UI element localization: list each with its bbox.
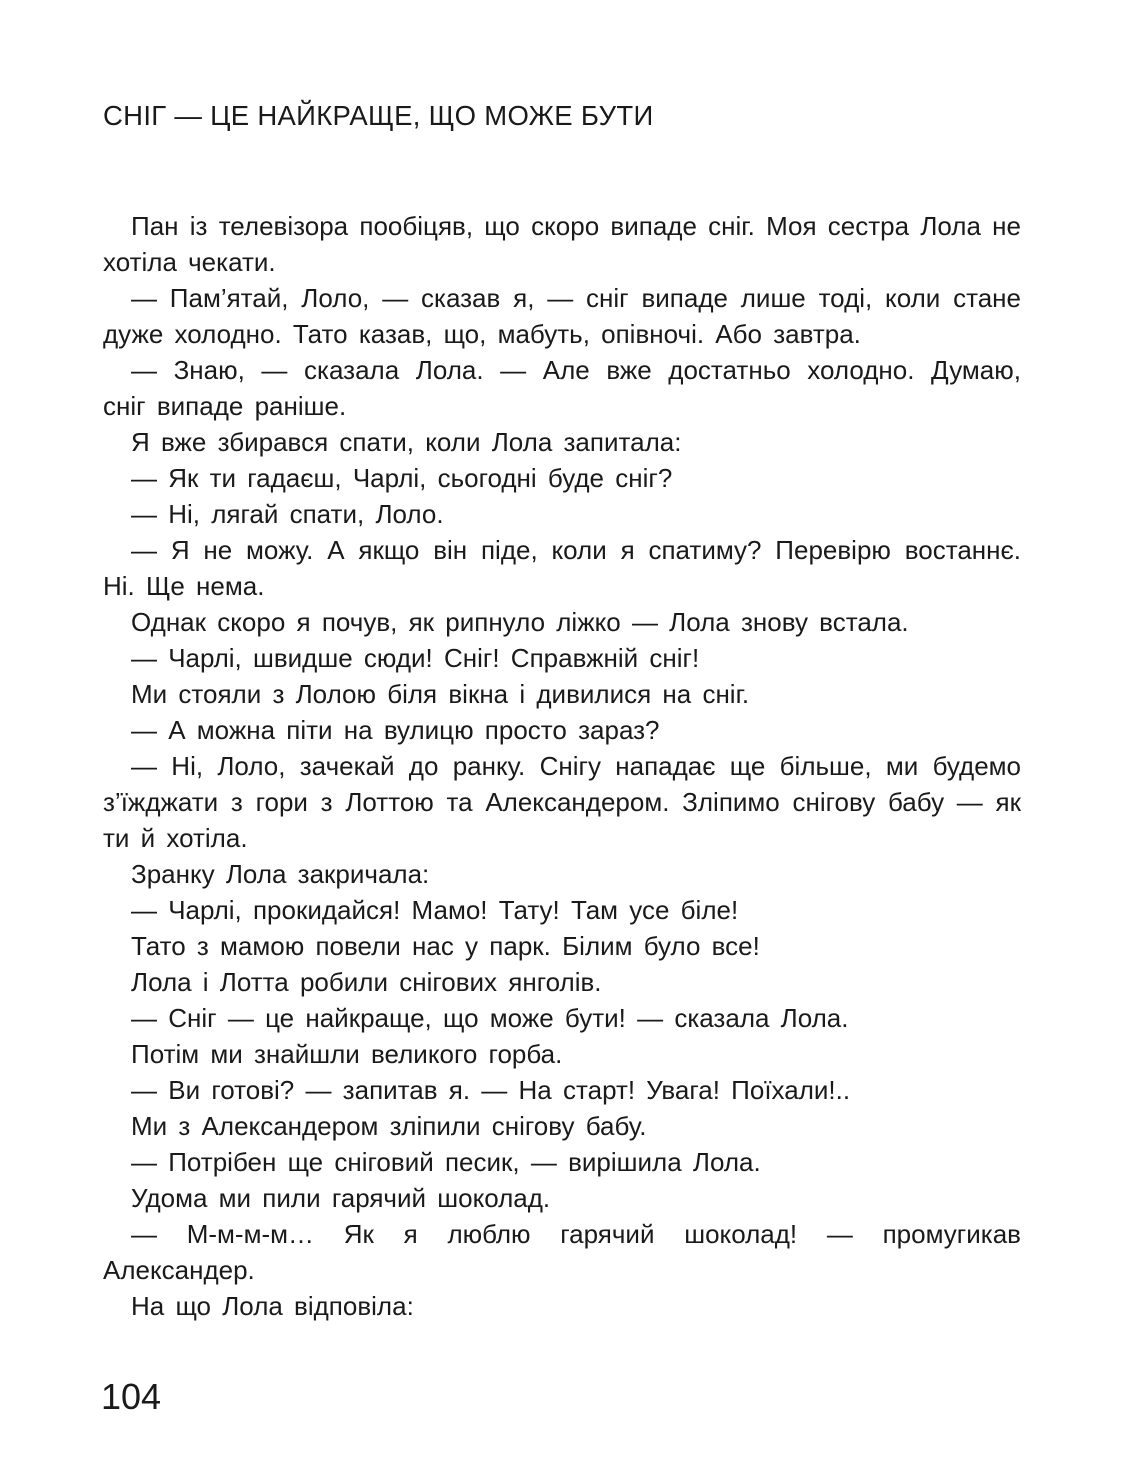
story-paragraph: — Я не можу. А якщо він піде, коли я спатиму? Перевірю востаннє. Ні. Ще нема.	[103, 535, 1021, 601]
story-paragraph: Пан із телевізора пообіцяв, що скоро випаде сніг. Моя сестра Лола не хотіла чекати.	[103, 211, 1021, 277]
story-paragraph: Однак скоро я почув, як рипнуло ліжко — Лола знову встала.	[131, 607, 909, 637]
story-paragraph: — Потрібен ще сніговий песик, — вирішила Лола.	[131, 1147, 761, 1177]
story-paragraph: — Ні, Лоло, зачекай до ранку. Снігу нападає ще більше, ми будемо з’їжджати з гори з Лоттою та Александером. Зліпимо снігову бабу — як ти й хотіла.	[103, 751, 1021, 853]
page-title: СНІГ — ЦЕ НАЙКРАЩЕ, ЩО МОЖЕ БУТИ	[103, 100, 654, 131]
story-paragraph: — А можна піти на вулицю просто зараз?	[131, 715, 660, 745]
story-paragraph: Удома ми пили гарячий шоколад.	[131, 1183, 551, 1213]
story-paragraph: — М-м-м-м… Як я люблю гарячий шоколад! — промугикав Александер.	[103, 1219, 1021, 1285]
story-paragraph: Лола і Лотта робили снігових янголів.	[131, 967, 602, 997]
story-paragraph: Потім ми знайшли великого горба.	[131, 1039, 563, 1069]
story-paragraph: Ми з Александером зліпили снігову бабу.	[131, 1111, 647, 1141]
story-paragraph: Ми стояли з Лолою біля вікна і дивилися на сніг.	[131, 679, 750, 709]
story-paragraph: Я вже збирався спати, коли Лола запитала:	[131, 427, 682, 457]
story-paragraph: Тато з мамою повели нас у парк. Білим було все!	[131, 931, 760, 961]
page-number: 104	[101, 1376, 162, 1417]
story-paragraph: — Чарлі, прокидайся! Мамо! Тату! Там усе біле!	[131, 895, 739, 925]
story-paragraph: — Ні, лягай спати, Лоло.	[131, 499, 444, 529]
story-paragraph: На що Лола відповіла:	[131, 1291, 414, 1321]
story-paragraph: — Знаю, — сказала Лола. — Але вже достатньо холодно. Думаю, сніг випаде раніше.	[103, 355, 1021, 421]
story-paragraph: — Чарлі, швидше сюди! Сніг! Справжній сніг!	[131, 643, 700, 673]
story-paragraph: — Сніг — це найкраще, що може бути! — сказала Лола.	[131, 1003, 849, 1033]
story-paragraph: Зранку Лола закричала:	[131, 859, 430, 889]
story-body	[103, 208, 1021, 1324]
story-paragraph: — Як ти гадаєш, Чарлі, сьогодні буде сніг?	[131, 463, 673, 493]
story-paragraph: — Ви готові? — запитав я. — На старт! Увага! Поїхали!..	[131, 1075, 851, 1105]
story-paragraph: — Пам’ятай, Лоло, — сказав я, — сніг випаде лише тоді, коли стане дуже холодно. Тато казав, що, мабуть, опівночі. Або завтра.	[103, 283, 1021, 349]
